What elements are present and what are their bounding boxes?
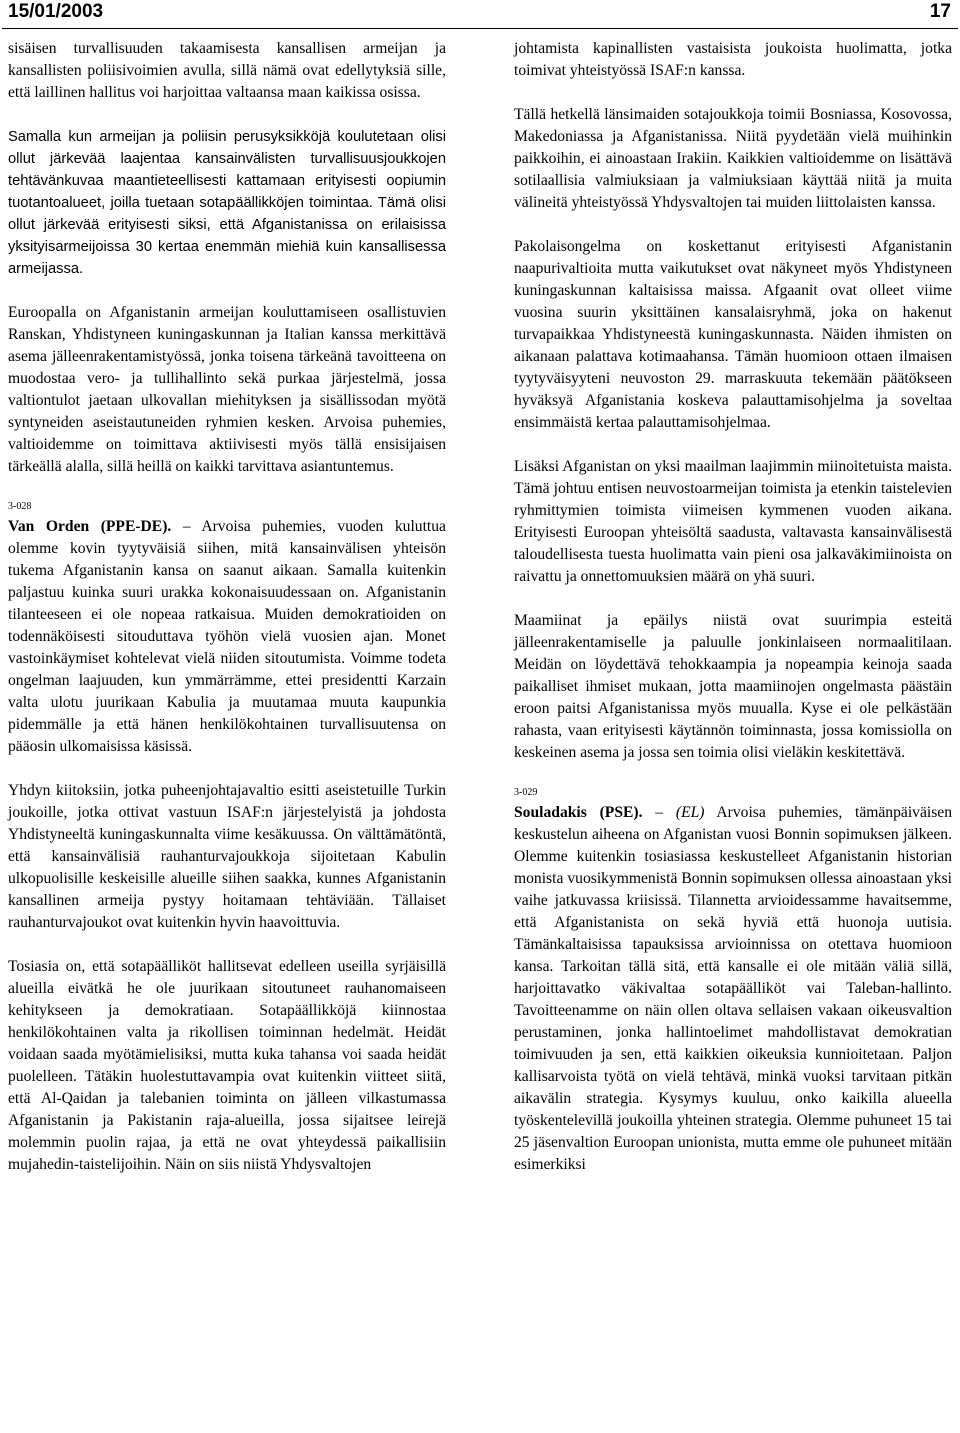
speech-reference: 3-029 — [514, 787, 538, 798]
paragraph: Lisäksi Afganistan on yksi maailman laajimmin miinoitetuista maista. Tämä johtuu entisen neuvostoarmeijan toimista ja etenkin taistelevien ryhmittymien toimista viimeisen kymmenen vuoden aikana. Erityisesti Euroopan yhteisöltä saadusta, valtavasta kansainvälisestä taloudellisesta tuesta huolimatta vain pieni osa jalkaväkimiinoista on raivattu ja onnettomuuksien määrä on yhä suuri. — [514, 458, 952, 585]
header-rule — [2, 28, 958, 29]
paragraph: Tällä hetkellä länsimaiden sotajoukkoja toimii Bosniassa, Kosovossa, Makedoniassa ja Afganistanissa. Niitä pyydetään vielä muihinkin paikkoihin, ei ainoastaan Irakiin. Kaikkien valtioidemme on lisättävä sotilaallisia valmiuksiaan ja valmiuksiaan käyttää niitä ja muita välineitä yhteistyössä Yhdysvaltojen tai muiden liittolaisten kanssa. — [514, 106, 952, 211]
speech-paragraph — [8, 516, 446, 758]
paragraph: Euroopalla on Afganistanin armeijan kouluttamiseen osallistuvien Ranskan, Yhdistyneen kuningaskunnan ja Italian kanssa merkittävä asema jälleenrakentamistyössä, jonka toisena tärkeänä tavoitteena on muodostaa vero- ja tullihallinto sekä purkaa järjestelmä, jossa valtiontulot jaetaan ulkovallan miehityksen ja sisällissodan myötä syntyneiden aseistautuneiden ryhmien kesken. Arvoisa puhemies, valtioidemme on toimittava aktiivisesti myös tällä ensisijaisen tärkeällä alalla, sillä heillä on kaikki tarvittava asiantuntemus. — [8, 304, 446, 475]
paragraph: Yhdyn kiitoksiin, jotka puheenjohtajavaltio esitti aseistetuille Turkin joukoille, jotka ottivat vastuun ISAF:n järjestelyistä ja johdosta Yhdistyneeltä kuningaskunnalta viime kesäkuussa. On välttämätöntä, että kansainvälisiä rauhanturvajoukkoja sijoitetaan Kabulin ulkopuolisille keskeisille alueille siihen saakka, kunnes Afganistanin kansallinen armeija pystyy hoitamaan tehtäviään. Tällaiset rauhanturvajoukot ovat kuitenkin hyvin haavoittuvia. — [8, 782, 446, 931]
language-tag: (EL) — [675, 804, 705, 821]
speech-text: Arvoisa puhemies, tämänpäiväisen keskustelun aiheena on Afganistan vuosi Bonnin sopimuksen jälkeen. Olemme kuitenkin tosiasiassa keskustelleet Afganistanin historian monista vuosikymmenistä Bonnin sopimuksen ollessa ainoastaan yksi vaihe jatkuvassa kriisissä. Tilannetta arvioidessamme havaitsemme, että Afganistanista on sekä hyviä että huonoja uutisia. Tämänkaltaisissa tapauksissa arvioinnissa on otettava huomioon kansa. Tarkoitan tällä sitä, että kansalle ei ole mitään väliä sillä, harjoittavatko väkivaltaa sotapäälliköt vai Taleban-hallinto. Tavoitteenamme on näin ollen oltava sellaisen vakaan oikeusvaltion perustaminen, jonka hallintoelimet mahdollistavat demokratian toimivuuden ja sen, että kaikkien oikeuksia kunnioitetaan. Paljon kallisarvoista työtä on vielä tehtävä, minkä vuoksi tarvitaan pitkän aikavälin strategia. Kysymys kuuluu, onko kaikilla alueella työskentelevillä joukoilla yhteinen strategia. Olemme puhuneet 15 tai 25 jäsenvaltion Euroopan unionista, mutta emme ole puhuneet mitään esimerkiksi — [514, 804, 952, 1173]
paragraph: johtamista kapinallisten vastaisista joukoista huolimatta, jotka toimivat yhteistyössä ISAF:n kanssa. — [514, 40, 952, 79]
speaker-name: Souladakis (PSE). — [514, 804, 643, 821]
speech-text: – Arvoisa puhemies, vuoden kuluttua olemme kovin tyytyväisiä siihen, mitä kansainvälisen yhteisön tukema Afganistanin kansa on saanut aikaan. Samalla kuitenkin paljastuu kuinka suuri urakka kokonaisuudessaan on. Afganistanin tilanteeseen ei ole nopeaa ratkaisua. Muiden demokratioiden on todennäköisesti sitouduttava työhön vielä vuosien ajan. Monet vastoinkäymiset kohtelevat vielä niiden sitoutumista. Voimme todeta ongelman laajuuden, kun ymmärrämme, ettei presidentti Karzain valta ulotu juurikaan Kabulia ja muutamaa muuta kaupunkia pidemmälle ja että hänen henkilökohtainen turvallisuutensa on pääosin ulkomaisissa käsissä. — [8, 518, 446, 755]
paragraph: sisäisen turvallisuuden takaamisesta kansallisen armeijan ja kansallisten poliisivoimien avulla, sillä nämä ovat edellytyksiä sille, että laillinen hallitus voi harjoittaa valtaansa maan kaikissa osissa. — [8, 40, 446, 101]
paragraph: Maamiinat ja epäilys niistä ovat suurimpia esteitä jälleenrakentamiselle ja paluulle jonkinlaiseen normaalitilaan. Meidän on löydettävä tehokkaampia ja nopeampia keinoja saada paikalliset ihmiset mukaan, jotta maamiinojen ongelmasta päästäin eroon paitsi Afganistanissa myös muualla. Kyse ei ole pelkästään rahasta, vaan erityisesti käytännön toiminnasta, jossa komissiolla on keskeinen asema ja jossa sen toimia olisi vieläkin keskitettävä. — [514, 612, 952, 761]
paragraph: Pakolaisongelma on koskettanut erityisesti Afganistanin naapurivaltioita mutta vaikutukset ovat näkyneet myös Yhdistyneen kuningaskunnan kaltaisissa maissa. Afgaanit ovat olleet viime vuosina suurin yksittäinen kansalaisryhmä, joka on hakenut turvapaikkaa Yhdistyneestä kuningaskunnasta. Näiden ihmisten on aikanaan palattava kotimaahansa. Tämän huomioon ottaen ilmaisen tyytyväisyyteni neuvoston 29. marraskuuta tekemään päätökseen hyväksyä Afganistania koskeva palauttamisohjelma ja soveltaa ensimmäistä kertaa palauttamisohjelmaa. — [514, 238, 952, 431]
speech-reference: 3-028 — [8, 501, 32, 512]
header-date: 15/01/2003 — [8, 1, 104, 22]
page-number: 17 — [929, 1, 951, 22]
page-header — [8, 0, 951, 24]
left-column — [8, 38, 446, 1198]
paragraph: Samalla kun armeijan ja poliisin perusyksikköjä koulutetaan olisi ollut järkevää laajentaa kansainvälisten turvallisuusjoukkojen tehtävänkuvaa maantieteellisesti kattamaan erityisesti oopiumin tuotantoalueet, joilla tuetaan sotapäällikköjen toimintaa. Tämä olisi ollut järkevää erityisesti siksi, että Afganistanissa on erilaisissa yksityisarmeijoissa 30 kertaa enemmän miehiä kuin kansallisessa armeijassa. — [8, 129, 446, 277]
speech-dash: – — [642, 804, 676, 821]
speech-paragraph — [514, 802, 952, 1176]
paragraph: Tosiasia on, että sotapäälliköt hallitsevat edelleen useilla syrjäisillä alueilla eivätkä he ole juurikaan sitoutuneet rauhanomaiseen kehitykseen ja demokratiaan. Sotapäällikköjä kiinnostaa henkilökohtainen valta ja rikollisen toiminnan hedelmät. Heidät voidaan saada myötämielisiksi, mutta kuka tahansa voi saada heidät puolelleen. Tätäkin huolestuttavampia ovat kuitenkin viitteet siitä, että Al-Qaidan ja talebanien toiminta on jälleen vilkastumassa Afganistanin ja Pakistanin raja-alueilla, jossa sijaitsee leirejä molemmin puolin rajaa, ja että ne ovat yhteydessä paikallisiin mujahedin-taistelijoihin. Näin on siis niistä Yhdysvaltojen — [8, 958, 446, 1173]
right-column — [514, 38, 952, 1198]
speaker-name: Van Orden (PPE-DE). — [8, 518, 172, 535]
